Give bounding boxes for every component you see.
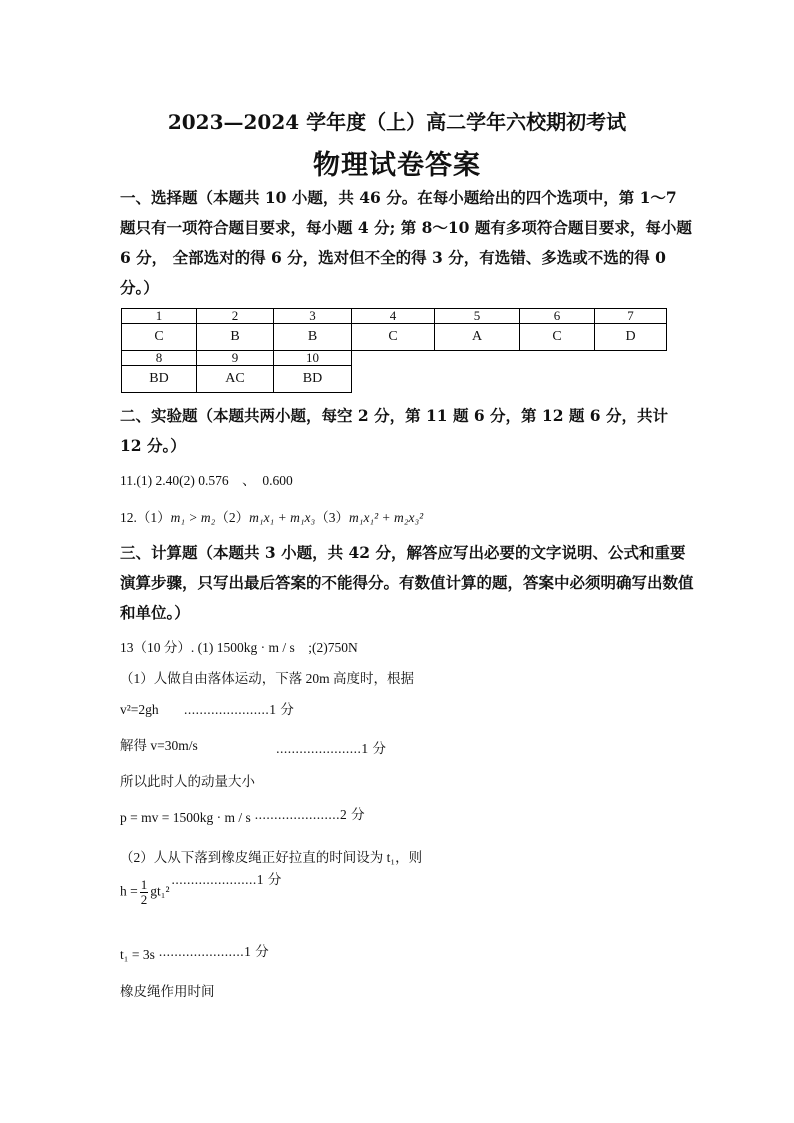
q13-time-equation: [120, 943, 269, 963]
answer-number-row: [122, 351, 667, 366]
answer-cell: C: [520, 324, 595, 351]
formula: p = mv = 1500kg · m / s: [120, 810, 251, 825]
formula: 解得 v=30m/s: [120, 738, 198, 753]
empty-cell: [352, 366, 667, 393]
score-dots: ......................1 分: [171, 871, 282, 887]
question-number: 10: [274, 351, 352, 366]
answer-cell: AC: [197, 366, 274, 393]
answer-cell: C: [122, 324, 197, 351]
question-number: 3: [274, 309, 352, 324]
q13-rope-time-label: 橡皮绳作用时间: [120, 984, 215, 999]
q12-answer: [120, 506, 423, 526]
answer-table: [121, 308, 667, 393]
q12-part2-label: （2）: [215, 510, 250, 525]
fraction-numerator: 1: [140, 877, 148, 892]
question-number: 9: [197, 351, 274, 366]
answer-cell: BD: [274, 366, 352, 393]
answer-number-row: [122, 309, 667, 324]
q13-step1: （1）人做自由落体运动，下落 20m 高度时，根据: [120, 671, 415, 686]
q13-momentum-equation: [120, 806, 365, 826]
question-number: 1: [122, 309, 197, 324]
q13-solve-v: [120, 734, 387, 754]
q13-equation-v2: [120, 698, 294, 718]
score-dots: ......................2 分: [254, 807, 366, 822]
formula: v²=2gh: [120, 702, 159, 717]
answer-cell: BD: [122, 366, 197, 393]
question-number: 6: [520, 309, 595, 324]
answer-cell: B: [274, 324, 352, 351]
answer-cell: B: [197, 324, 274, 351]
question-number: 8: [122, 351, 197, 366]
q12-formula-2: m₁x₁ + m₁x₃: [249, 510, 316, 525]
q12-prefix: 12.（1）: [120, 510, 171, 525]
score-dots: ......................1 分: [184, 702, 295, 717]
section1-heading: 一、选择题（本题共 10 小题，共 46 分。在每小题给出的四个选项中，第 1～7 题只有一项符合题目要求，每小题 4 分; 第 8～10 题有多项符合题目要求，每小题 6 分， 全部选对的得 6 分，选对但不全的得 3 分，有选错、多选或不选的得 0 分。）: [120, 188, 692, 297]
q13-header: 13（10 分）. (1) 1500kg · m / s ;(2)750N: [120, 640, 358, 655]
q12-formula-1: m₁ > m₂: [170, 510, 216, 525]
q13-height-equation: [120, 871, 282, 907]
score-dots: ......................1 分: [276, 741, 387, 756]
formula: t₁ = 3s: [120, 947, 155, 962]
score-dots: ......................1 分: [158, 944, 270, 959]
document-subtitle: 物理试卷答案: [313, 150, 481, 181]
formula-lhs: h =: [120, 883, 138, 899]
question-number: 5: [435, 309, 520, 324]
q11-answer: 11.(1) 2.40(2) 0.576 、 0.600: [120, 473, 293, 488]
q12-formula-3: m₁x₁² + m₂x₃²: [349, 510, 424, 525]
q13-momentum-label: 所以此时人的动量大小: [120, 774, 255, 789]
section2-heading: 二、实验题（本题共两小题，每空 2 分，第 11 题 6 分，第 12 题 6 分，共计 12 分。）: [120, 406, 668, 455]
answer-cell: C: [352, 324, 435, 351]
answer-letter-row: [122, 366, 667, 393]
q13-step2: （2）人从下落到橡皮绳正好拉直的时间设为 t₁，则: [120, 850, 423, 865]
q12-part3-label: （3）: [315, 510, 349, 525]
formula-rhs: gt₁²: [150, 883, 170, 899]
answer-cell: A: [435, 324, 520, 351]
fraction-denominator: 2: [140, 892, 148, 907]
empty-cell: [352, 351, 667, 366]
question-number: 4: [352, 309, 435, 324]
answer-letter-row: [122, 324, 667, 351]
exam-title: 2023—2024 学年度（上）高二学年六校期初考试: [167, 110, 627, 134]
question-number: 2: [197, 309, 274, 324]
question-number: 7: [595, 309, 667, 324]
section3-heading: 三、计算题（本题共 3 小题，共 42 分，解答应写出必要的文字说明、公式和重要演算步骤，只写出最后答案的不能得分。有数值计算的题，答案中必须明确写出数值和单位。）: [120, 543, 694, 622]
answer-cell: D: [595, 324, 667, 351]
fraction: [140, 878, 149, 907]
